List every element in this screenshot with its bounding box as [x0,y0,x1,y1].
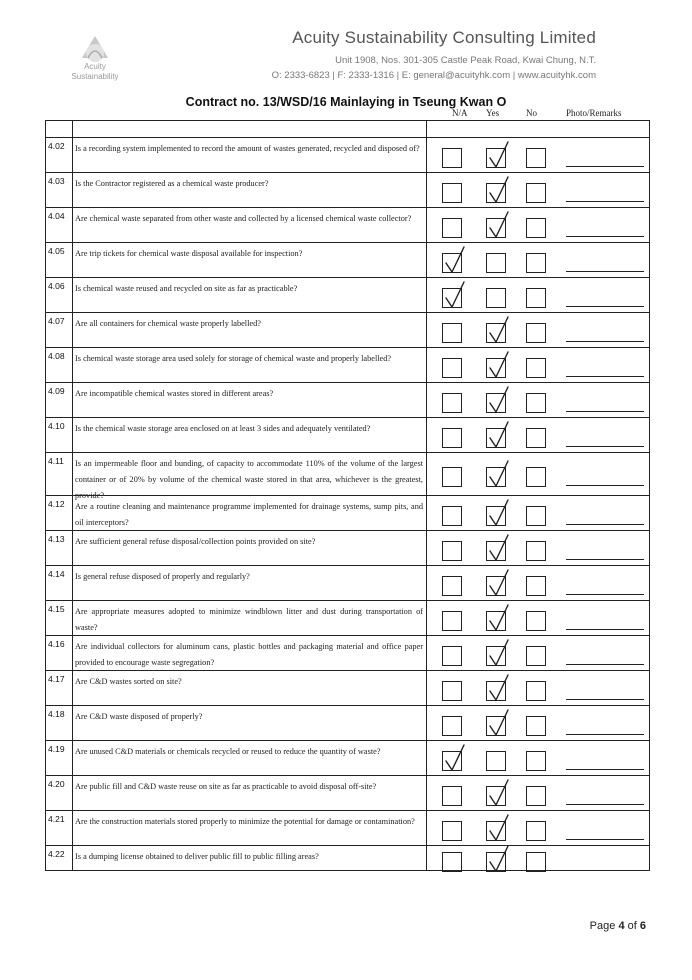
checkbox-no[interactable] [526,358,546,378]
checkbox-na[interactable] [442,506,462,526]
item-question: Are individual collectors for aluminum cans, plastic bottles and packaging material and office paper provided to encourage waste segregation? [75,642,423,667]
checkbox-yes[interactable] [486,288,506,308]
table-row [46,207,649,243]
item-question: Is the Contractor registered as a chemical waste producer? [75,179,269,188]
item-number: 4.16 [48,639,65,649]
checkmark-icon [485,672,515,702]
item-question: Are sufficient general refuse disposal/collection points provided on site? [75,537,316,546]
remarks-line[interactable] [566,594,644,595]
checkbox-na[interactable] [442,323,462,343]
remarks-line[interactable] [566,236,644,237]
remarks-line[interactable] [566,524,644,525]
table-row [46,172,649,208]
checkmark-icon [485,777,515,807]
company-name: Acuity Sustainability Consulting Limited [292,28,596,47]
checkmark-icon [441,742,471,772]
table-row [46,382,649,418]
contract-title: Contract no. 13/WSD/16 Mainlaying in Tseung Kwan O [185,95,507,109]
checklist-table [45,120,650,871]
checkbox-no[interactable] [526,646,546,666]
remarks-line[interactable] [566,870,644,871]
table-row [46,740,649,776]
item-number: 4.18 [48,709,65,719]
checkmark-icon [485,349,515,379]
item-number: 4.20 [48,779,65,789]
item-question: Are chemical waste separated from other waste and collected by a licensed chemical waste collector? [75,214,412,223]
table-row [46,845,649,873]
logo-text: Acuity Sustainability [71,62,119,81]
table-row [46,417,649,453]
table-row [46,312,649,348]
checkbox-no[interactable] [526,288,546,308]
checkmark-icon [485,497,515,527]
table-row [46,670,649,706]
page-current: 4 [618,920,625,932]
checkmark-icon [485,637,515,667]
column-header-na: N/A [452,108,468,118]
item-number: 4.08 [48,351,65,361]
checkmark-icon [441,244,471,274]
checkbox-no[interactable] [526,393,546,413]
table-row [46,452,649,500]
remarks-line[interactable] [566,734,644,735]
checkbox-na[interactable] [442,716,462,736]
item-number: 4.15 [48,604,65,614]
table-row [46,530,649,566]
checkbox-na[interactable] [442,148,462,168]
item-number: 4.22 [48,849,65,859]
item-number: 4.19 [48,744,65,754]
checkmark-icon [485,419,515,449]
item-question: Are incompatible chemical wastes stored in different areas? [75,389,274,398]
checkbox-no[interactable] [526,148,546,168]
checkbox-no[interactable] [526,821,546,841]
column-header-no: No [526,108,537,118]
table-row [46,137,649,173]
item-question: Is chemical waste storage area used solely for storage of chemical waste and properly labelled? [75,354,392,363]
address-line: Unit 1908, Nos. 301-305 Castle Peak Road, Kwai Chung, N.T. [335,55,596,66]
checkbox-no[interactable] [526,467,546,487]
table-row [46,565,649,601]
checkmark-icon [485,174,515,204]
remarks-line[interactable] [566,306,644,307]
checkbox-na[interactable] [442,393,462,413]
checkbox-no[interactable] [526,611,546,631]
remarks-line[interactable] [566,769,644,770]
checkmark-icon [485,209,515,239]
checkmark-icon [485,139,515,169]
table-row [46,705,649,741]
item-question: Is the chemical waste storage area enclosed on at least 3 sides and adequately ventilated? [75,424,371,433]
column-header-yes: Yes [486,108,500,118]
checkbox-na[interactable] [442,681,462,701]
checkbox-no[interactable] [526,506,546,526]
checkbox-na[interactable] [442,786,462,806]
checkmark-icon [485,843,515,873]
checkmark-icon [441,279,471,309]
remarks-line[interactable] [566,485,644,486]
remarks-line[interactable] [566,629,644,630]
item-question: Are appropriate measures adopted to minimize windblown litter and dust during transportation of waste? [75,607,423,632]
item-question: Is general refuse disposed of properly and regularly? [75,572,250,581]
item-question: Are trip tickets for chemical waste disposal available for inspection? [75,249,303,258]
item-question: Is an impermeable floor and bunding, of capacity to accommodate 110% of the volume of the largest container or of 20% by volume of the chemical waste stored in that area, whichever is the greatest, provide? [75,459,423,500]
table-row [46,600,649,636]
item-number: 4.04 [48,211,65,221]
table-row [46,347,649,383]
item-question: Are all containers for chemical waste properly labelled? [75,319,261,328]
item-number: 4.21 [48,814,65,824]
remarks-line[interactable] [566,166,644,167]
checkbox-na[interactable] [442,358,462,378]
checkbox-na[interactable] [442,467,462,487]
item-question: Are a routine cleaning and maintenance programme implemented for drainage systems, sump pits, and oil interceptors? [75,502,423,527]
contact-line: O: 2333-6823 | F: 2333-1316 | E: general@acuityhk.com | www.acuityhk.com [271,70,596,81]
checkmark-icon [485,532,515,562]
checkmark-icon [485,384,515,414]
page-prefix: Page [589,920,616,932]
checkbox-no[interactable] [526,183,546,203]
item-question: Are unused C&D materials or chemicals recycled or reused to reduce the quantity of waste? [75,747,381,756]
checkmark-icon [485,567,515,597]
remarks-line[interactable] [566,446,644,447]
checkbox-no[interactable] [526,323,546,343]
page-of: of [627,920,637,932]
item-number: 4.07 [48,316,65,326]
remarks-line[interactable] [566,699,644,700]
checkbox-na[interactable] [442,428,462,448]
checkbox-yes[interactable] [486,253,506,273]
checkmark-icon [485,812,515,842]
item-number: 4.06 [48,281,65,291]
checkbox-no[interactable] [526,428,546,448]
remarks-line[interactable] [566,664,644,665]
remarks-line[interactable] [566,804,644,805]
table-row [46,277,649,313]
table-row [46,495,649,531]
checkbox-na[interactable] [442,183,462,203]
table-row [46,775,649,811]
checkbox-no[interactable] [526,852,546,872]
item-question: Is chemical waste reused and recycled on site as far as practicable? [75,284,298,293]
item-number: 4.03 [48,176,65,186]
item-question: Are C&D wastes sorted on site? [75,677,182,686]
item-question: Are public fill and C&D waste reuse on site as far as practicable to avoid disposal off-site? [75,782,377,791]
checkmark-icon [485,602,515,632]
checkmark-icon [485,458,515,488]
table-row [46,242,649,278]
page-total: 6 [639,920,646,932]
checkbox-na[interactable] [442,611,462,631]
item-number: 4.11 [48,456,64,466]
checkbox-na[interactable] [442,218,462,238]
checkbox-yes[interactable] [486,751,506,771]
page-number [590,920,646,932]
item-number: 4.13 [48,534,65,544]
table-row [46,810,649,846]
remarks-line[interactable] [566,271,644,272]
checkmark-icon [485,314,515,344]
remarks-line[interactable] [566,341,644,342]
checkmark-icon [485,707,515,737]
checkbox-na[interactable] [442,852,462,872]
item-question: Is a recording system implemented to record the amount of wastes generated, recycled and disposed of? [75,144,420,153]
item-question: Are the construction materials stored properly to minimize the potential for damage or contamination? [75,817,415,826]
checkbox-no[interactable] [526,218,546,238]
item-number: 4.09 [48,386,65,396]
remarks-line[interactable] [566,376,644,377]
checkbox-na[interactable] [442,821,462,841]
checkbox-no[interactable] [526,576,546,596]
item-question: Are C&D waste disposed of properly? [75,712,203,721]
item-number: 4.14 [48,569,65,579]
checkbox-na[interactable] [442,646,462,666]
remarks-line[interactable] [566,559,644,560]
checkbox-no[interactable] [526,253,546,273]
checkbox-no[interactable] [526,716,546,736]
column-header-remarks: Photo/Remarks [566,108,622,118]
item-number: 4.02 [48,141,65,151]
checkbox-na[interactable] [442,541,462,561]
item-number: 4.10 [48,421,65,431]
checkbox-no[interactable] [526,786,546,806]
checkbox-no[interactable] [526,681,546,701]
remarks-line[interactable] [566,411,644,412]
item-number: 4.17 [48,674,65,684]
item-number: 4.12 [48,499,65,509]
remarks-line[interactable] [566,201,644,202]
company-address [272,53,596,83]
checkbox-no[interactable] [526,751,546,771]
remarks-line[interactable] [566,839,644,840]
table-row [46,635,649,671]
checkbox-na[interactable] [442,576,462,596]
item-question: Is a dumping license obtained to deliver public fill to public filling areas? [75,852,319,861]
checkbox-no[interactable] [526,541,546,561]
item-number: 4.05 [48,246,65,256]
